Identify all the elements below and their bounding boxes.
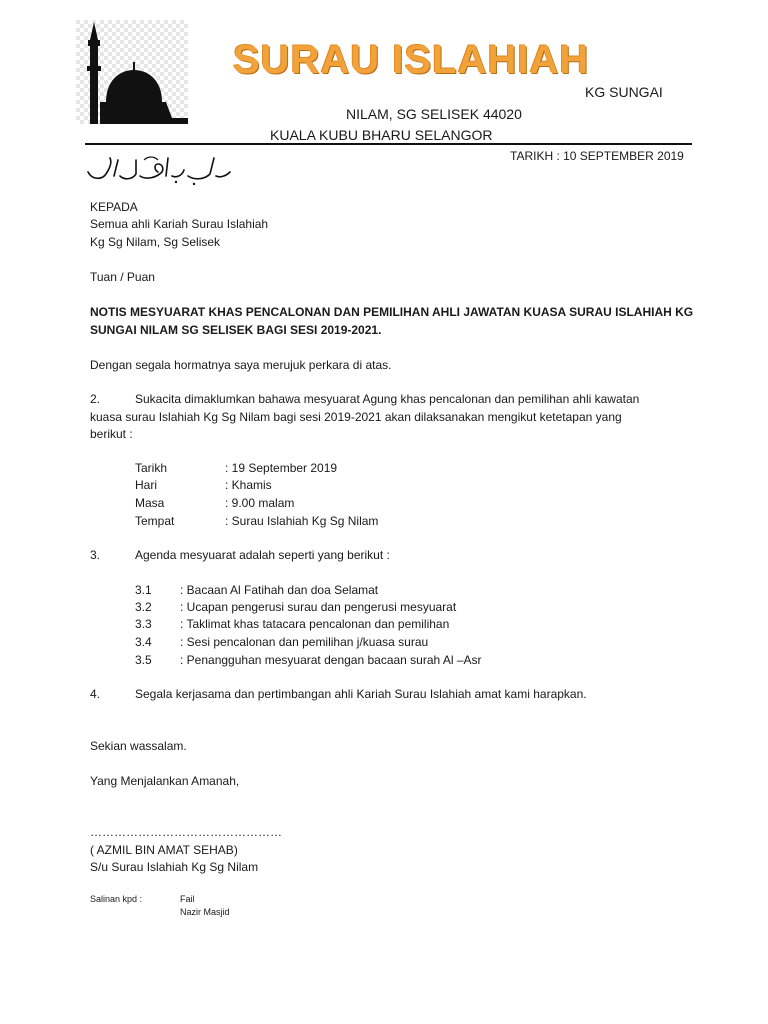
copy-item: Nazir Masjid	[180, 907, 230, 917]
para-4-number: 4.	[90, 687, 101, 701]
letter-date: TARIKH : 10 SEPTEMBER 2019	[510, 149, 684, 163]
para-3-number: 3.	[90, 548, 101, 562]
agenda-item: : Ucapan pengerusi surau dan pengerusi mesyuarat	[180, 600, 457, 614]
subject-line-2: SUNGAI NILAM SG SELISEK BAGI SESI 2019-2021.	[90, 323, 382, 337]
para-2-line-1: Sukacita dimaklumkan bahawa mesyuarat Agung khas pencalonan dan pemilihan ahli kawatan	[135, 392, 640, 406]
address-line-nilam: NILAM, SG SELISEK 44020	[346, 106, 522, 122]
para-2-number: 2.	[90, 392, 101, 406]
detail-label: Masa	[135, 496, 165, 510]
copy-label: Salinan kpd :	[90, 894, 143, 904]
detail-label: Tarikh	[135, 461, 168, 475]
copy-item: Fail	[180, 894, 195, 904]
detail-value: : Surau Islahiah Kg Sg Nilam	[225, 514, 379, 528]
signer-name: ( AZMIL BIN AMAT SEHAB)	[90, 843, 238, 857]
recipient-line-2: Kg Sg Nilam, Sg Selisek	[90, 235, 221, 249]
detail-label: Tempat	[135, 514, 175, 528]
recipient-label: KEPADA	[90, 200, 138, 214]
signoff-text: Yang Menjalankan Amanah,	[90, 774, 240, 788]
agenda-number: 3.1	[135, 583, 152, 597]
header-divider	[85, 143, 692, 145]
agenda-number: 3.2	[135, 600, 152, 614]
para-4-text: Segala kerjasama dan pertimbangan ahli Kariah Surau Islahiah amat kami harapkan.	[135, 687, 587, 701]
salutation: Tuan / Puan	[90, 270, 155, 284]
agenda-number: 3.3	[135, 617, 152, 631]
detail-value: : 19 September 2019	[225, 461, 338, 475]
signature-line: …………………………………………	[90, 825, 282, 839]
subject-line-1: NOTIS MESYUARAT KHAS PENCALONAN DAN PEMILIHAN AHLI JAWATAN KUASA SURAU ISLAHIAH KG	[90, 305, 694, 319]
recipient-line-1: Semua ahli Kariah Surau Islahiah	[90, 217, 269, 231]
detail-label: Hari	[135, 478, 158, 492]
address-line-kuala-kubu: KUALA KUBU BHARU SELANGOR	[270, 127, 493, 143]
address-line-kg-sungai: KG SUNGAI	[585, 84, 663, 100]
detail-value: : Khamis	[225, 478, 272, 492]
para-2-line-2: kuasa surau Islahiah Kg Sg Nilam bagi sesi 2019-2021 akan dilaksanakan mengikut ketetapan yang	[90, 410, 622, 424]
detail-value: : 9.00 malam	[225, 496, 295, 510]
agenda-number: 3.4	[135, 635, 152, 649]
mosque-title: SURAU ISLAHIAH	[233, 38, 590, 82]
agenda-item: : Sesi pencalonan dan pemilihan j/kuasa surau	[180, 635, 429, 649]
agenda-item: : Taklimat khas tatacara pencalonan dan pemilihan	[180, 617, 450, 631]
closing-text: Sekian wassalam.	[90, 739, 187, 753]
arabic-greeting-calligraphy	[84, 150, 234, 188]
signer-title: S/u Surau Islahiah Kg Sg Nilam	[90, 860, 259, 874]
mosque-silhouette-icon	[76, 20, 188, 124]
para-3-text: Agenda mesyuarat adalah seperti yang berikut :	[135, 548, 390, 562]
para-2-line-3: berikut :	[90, 427, 133, 441]
agenda-number: 3.5	[135, 653, 152, 667]
intro-paragraph: Dengan segala hormatnya saya merujuk perkara di atas.	[90, 358, 392, 372]
agenda-item: : Bacaan Al Fatihah dan doa Selamat	[180, 583, 379, 597]
agenda-item: : Penangguhan mesyuarat dengan bacaan surah Al –Asr	[180, 653, 482, 667]
